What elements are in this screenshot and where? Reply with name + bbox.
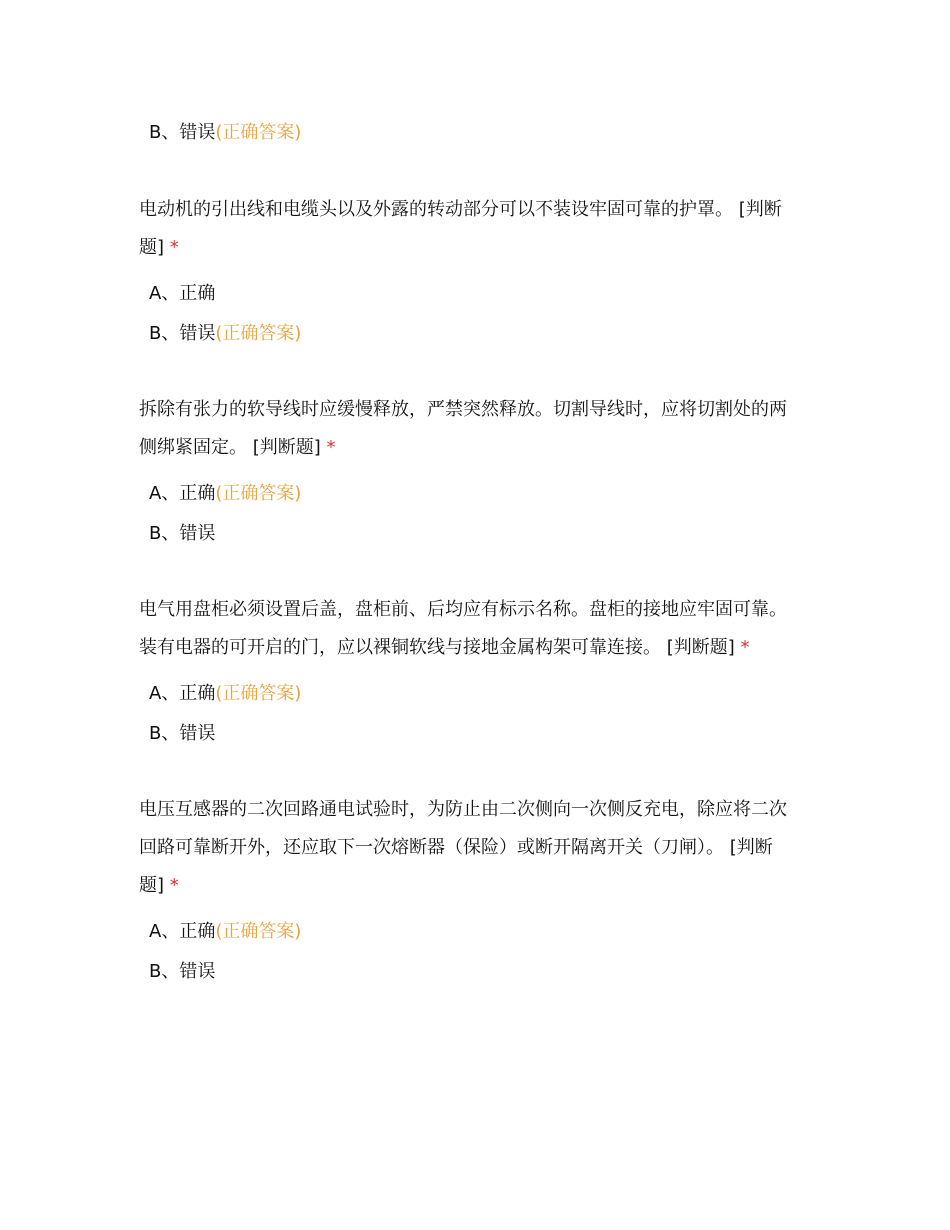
question-text: 题] <box>139 237 165 258</box>
question-text: 装有电器的可开启的门，应以裸铜软线与接地金属构架可靠连接。 [判断题] <box>139 637 735 658</box>
correct-answer-marker: (正确答案) <box>215 323 302 344</box>
question-text-line: 电动机的引出线和电缆头以及外露的转动部分可以不装设牢固可靠的护罩。 [判断 <box>139 199 782 220</box>
required-marker: * <box>326 437 336 458</box>
question-text: 侧绑紧固定。 [判断题] <box>139 437 321 458</box>
option-label: B、错误 <box>149 723 216 744</box>
option-a <box>149 482 301 506</box>
question-text: 题] <box>139 875 165 896</box>
option-b <box>149 960 215 984</box>
option-label: A、正确 <box>149 283 216 304</box>
question-text-line: 电气用盘柜必须设置后盖，盘柜前、后均应有标示名称。盘柜的接地应牢固可靠。 <box>139 599 787 620</box>
option-label: B、错误 <box>149 523 216 544</box>
correct-answer-marker: (正确答案) <box>215 122 302 143</box>
question-text-line <box>139 629 819 667</box>
required-marker: * <box>169 237 179 258</box>
question-text-line <box>139 867 819 905</box>
question-3 <box>139 591 819 667</box>
question-4 <box>139 791 819 905</box>
option-label: A、正确 <box>149 683 216 704</box>
option-a <box>149 282 215 306</box>
correct-answer-marker: (正确答案) <box>215 483 302 504</box>
option-label: A、正确 <box>149 921 216 942</box>
question-text-line: 回路可靠断开外，还应取下一次熔断器（保险）或断开隔离开关（刀闸）。 [判断 <box>139 837 773 858</box>
correct-answer-marker: (正确答案) <box>215 921 302 942</box>
option-label: A、正确 <box>149 483 216 504</box>
option-b <box>149 522 215 546</box>
option-b <box>149 121 301 145</box>
option-label: B、错误 <box>149 961 216 982</box>
question-2 <box>139 391 819 467</box>
correct-answer-marker: (正确答案) <box>215 683 302 704</box>
question-text-line: 电压互感器的二次回路通电试验时，为防止由二次侧向一次侧反充电，除应将二次 <box>139 799 787 820</box>
option-b <box>149 322 301 346</box>
option-a <box>149 920 301 944</box>
option-label: B、错误 <box>149 122 216 143</box>
question-text-line: 拆除有张力的软导线时应缓慢释放，严禁突然释放。切割导线时，应将切割处的两 <box>139 399 787 420</box>
required-marker: * <box>169 875 179 896</box>
question-text-line <box>139 429 819 467</box>
option-a <box>149 682 301 706</box>
option-b <box>149 722 215 746</box>
question-1 <box>139 191 819 267</box>
question-text-line <box>139 229 819 267</box>
required-marker: * <box>740 637 750 658</box>
option-label: B、错误 <box>149 323 216 344</box>
